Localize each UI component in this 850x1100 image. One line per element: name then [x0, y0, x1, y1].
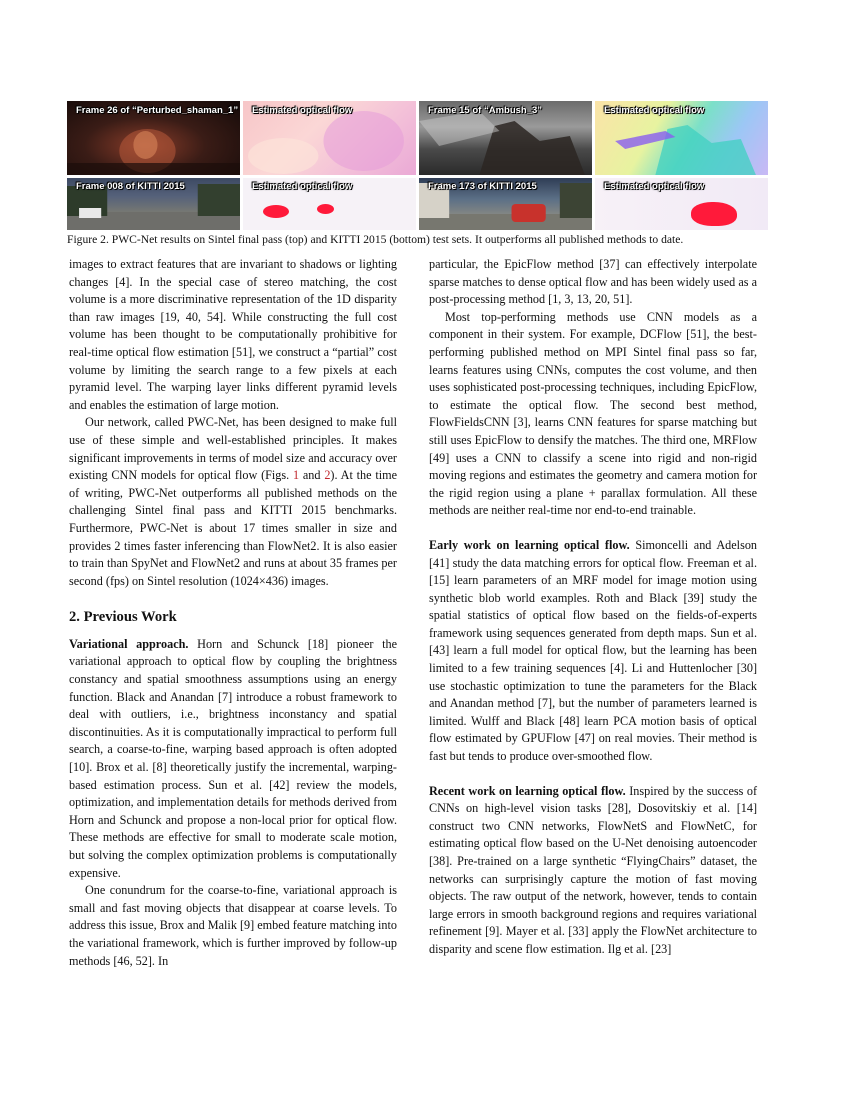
figure-panel-flow-shaman [243, 101, 416, 175]
paragraph: particular, the EpicFlow method [37] can effectively interpolate sparse matches to dense optical flow and has been widely used as a post-processing method [1, 3, 13, 20, 51]. [429, 257, 757, 307]
figure-panel-flow-ambush [595, 101, 768, 175]
figure-1-link[interactable]: 1 [293, 468, 300, 483]
figure-panel-kitti-173-frame [419, 178, 592, 230]
moving-car-flow-blob [263, 205, 289, 218]
figure-row-sintel [67, 101, 768, 175]
figure-panel-label: Estimated optical flow [252, 181, 353, 192]
figure-panel-label: Frame 15 of “Ambush_3” [428, 105, 543, 116]
paragraph: Most top-performing methods use CNN models as a component in their system. For example, DCFlow [51], the best-performing published method on MPI Sintel final pass so far, learns features using CNNs, computes the cost volume, and then uses sophisticated post-processing techniques, including EpicFlow, to estimate the optical flow. The second best method, FlowFieldsCNN [3], learns CNN features for sparse matching but still uses EpicFlow to densify the matches. The third one, MRFlow [49] uses a CNN to classify a scene into rigid and non-rigid moving regions and estimates the geometry and camera motion for the rigid region using a plane + parallax formulation. All these methods are neither real-time nor end-to-end trainable. [429, 309, 757, 518]
figure-panel-kitti-008-frame [67, 178, 240, 230]
figure-panel-label: Estimated optical flow [604, 105, 705, 116]
paragraph: One conundrum for the coarse-to-fine, variational approach is small and fast moving objects that disappear at coarse levels. To address this issue, Brox and Malik [9] embed feature matching into the variational framework, which is further improved by follow-up methods [46, 52]. In [69, 883, 397, 968]
paragraph: Recent work on learning optical flow. Inspired by the success of CNNs on high-level vision tasks [28], Dosovitskiy et al. [14] construct two CNN networks, FlowNetS and FlowNetC, for estimating optical flow based on the U-Net denoising autoencoder [38]. Pre-trained on a large synthetic “FlyingChairs” dataset, the networks can surprisingly capture the motion of fast moving objects. The raw output of the network, however, tends to contain large errors in smooth background regions and requires variational refinement [9]. Mayer et al. [33] apply the FlowNet architecture to disparity and scene flow estimation. Ilg et al. [23] [429, 783, 758, 956]
figure-panel-label: Frame 008 of KITTI 2015 [76, 181, 185, 192]
paragraph-spacer [429, 520, 757, 537]
moving-car-flow-blob [317, 204, 334, 214]
paragraph-heading: Early work on learning optical flow. [429, 537, 630, 552]
moving-car-flow-blob [691, 202, 737, 226]
figure-panel-ambush-frame [419, 101, 592, 175]
figure-panel-flow-kitti-008 [243, 178, 416, 230]
figure-panel-flow-kitti-173 [595, 178, 768, 230]
figure-panel-label: Estimated optical flow [252, 105, 353, 116]
paragraph-heading: Variational approach. [69, 636, 189, 651]
paragraph: Variational approach. Horn and Schunck [18] pioneer the variational approach to optical flow by coupling the brightness constancy and spatial smoothness assumptions using an energy function. Black and Anandan [7] introduce a robust framework to deal with outliers, i.e., brightness inconstancy and spatial discontinuities. As it is computationally impractical to perform full search, a coarse-to-fine, warping based approach is often adopted [10]. Brox et al. [8] theoretically justify the incremental, warping-based estimation process. Sun et al. [42] review the models, optimization, and implementation details for methods derived from Horn and Schunck and propose a non-local prior for optical flow. These methods are effective for small to moderate scale motion, but solving the complex optimization problems is computationally expensive. [69, 636, 397, 880]
paragraph: images to extract features that are invariant to shadows or lighting changes [4]. In the special case of stereo matching, the cost volume is a more discriminative representation of the 1D disparity than raw images [19, 40, 54]. While constructing the full cost volume has been thought to be computationally prohibitive for real-time optical flow estimation [51], we construct a “partial” cost volume by limiting the search range to a few pixels at each pyramid level. The warping layer links different pyramid levels and enables the estimation of large motion. [69, 257, 397, 412]
figure-panel-label: Frame 173 of KITTI 2015 [428, 181, 537, 192]
paragraph: Early work on learning optical flow. Simoncelli and Adelson [41] study the data matching errors for optical flow. Freeman et al. [15] learn parameters of an MRF model for image motion using synthetic blob world examples. Roth and Black [39] study the spatial statistics of optical flow based on the fields-of-experts framework using sequences generated from depth maps. Sun et al. [43] learn a full model for optical flow, but the learning has been limited to a few training sequences [4]. Li and Huttenlocher [30] use stochastic optimization to tune the parameters for the Black and Anandan method [7], but the number of parameters learned is limited. Wulff and Black [48] learn PCA motion basis of optical flow estimated by GPUFlow [47] on real movies. Their method is fast but tends to produce over-smoothed flow. [429, 537, 758, 764]
left-column [69, 256, 397, 970]
right-column [429, 256, 757, 959]
figure-panel-shaman-frame [67, 101, 240, 175]
figure-2-link[interactable]: 2 [324, 468, 331, 483]
figure-caption: Figure 2. PWC-Net results on Sintel final pass (top) and KITTI 2015 (bottom) test sets. It outperforms all published methods to date. [67, 233, 684, 246]
figure-row-kitti [67, 178, 768, 230]
paragraph: Our network, called PWC-Net, has been designed to make full use of these simple and well-established principles. It makes significant improvements in terms of model size and accuracy over existing CNN models for optical flow (Figs. 1 and 2). At the time of writing, PWC-Net outperforms all published methods on the challenging Sintel final pass and KITTI 2015 benchmarks. Furthermore, PWC-Net is about 17 times smaller in size and provides 2 times faster inferencing than FlowNet2. It is also easier to train than SpyNet and FlowNet2 and runs at about 35 frames per second (fps) on Sintel resolution (1024×436) images. [69, 415, 397, 588]
paragraph-spacer [429, 766, 757, 783]
figure-panel-label: Estimated optical flow [604, 181, 705, 192]
paragraph-heading: Recent work on learning optical flow. [429, 783, 626, 798]
section-heading: 2. Previous Work [69, 609, 177, 626]
figure-panel-label: Frame 26 of “Perturbed_shaman_1” [76, 105, 239, 116]
